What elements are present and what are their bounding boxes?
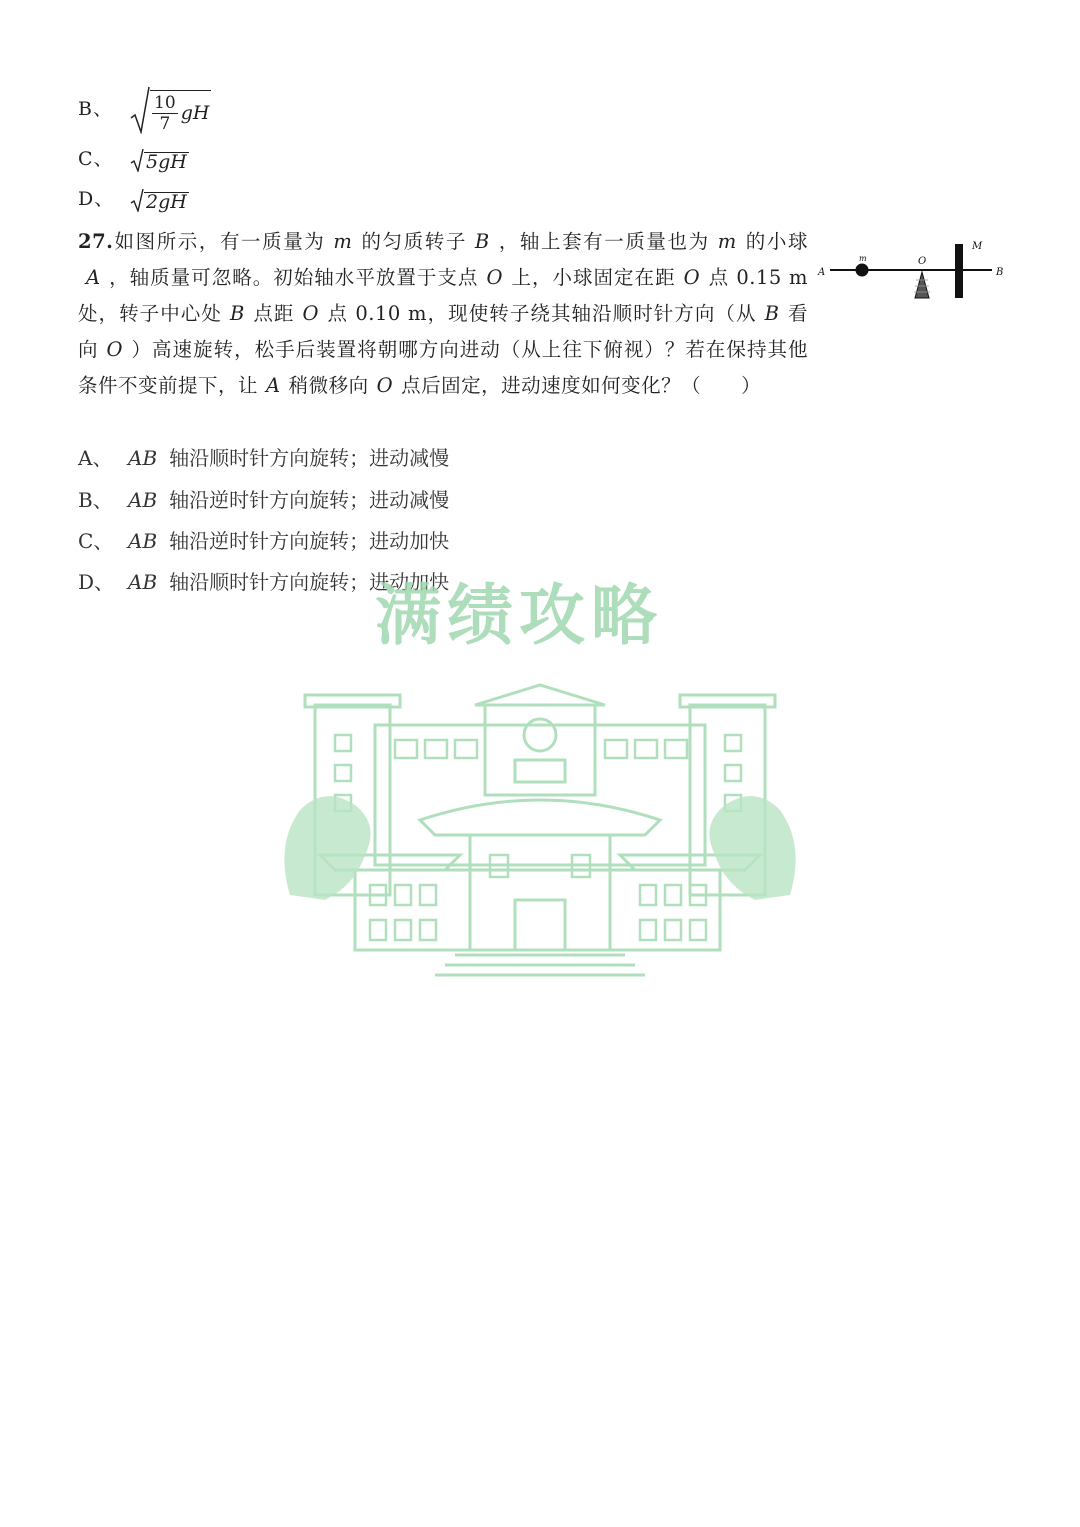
radical-sign [130, 188, 144, 212]
fraction [152, 93, 178, 134]
q-var: B [474, 230, 490, 253]
gyroscope-figure [812, 236, 1012, 306]
choice-label: B、 [78, 488, 113, 512]
q-seg: 点 0.15 m 处，转子中心处 [78, 266, 808, 325]
choice-text: 轴沿逆时针方向旋转；进动加快 [169, 529, 450, 553]
option-c-prev [78, 148, 189, 172]
choice-var: AB [128, 446, 158, 470]
choice-c[interactable] [78, 531, 449, 551]
choice-var: AB [128, 570, 158, 594]
q-seg: 如图所示，有一质量为 [113, 230, 326, 253]
q-seg: 点距 [252, 302, 295, 325]
q-var: B [229, 302, 245, 325]
option-label: D、 [78, 188, 115, 210]
q-var: O [683, 266, 701, 289]
question-number: 27. [78, 230, 114, 253]
radicand-tail: gH [180, 102, 210, 124]
q-var: A [86, 266, 101, 289]
q-var: m [333, 230, 353, 253]
figure-label-m: m [859, 254, 867, 263]
ball-a [856, 264, 869, 277]
q-seg: ，轴上套有一质量也为 [497, 230, 710, 253]
choice-label: D、 [78, 570, 115, 594]
fraction-numerator: 10 [154, 93, 176, 113]
choice-var: AB [128, 488, 158, 512]
q-seg: 的小球 [744, 230, 808, 253]
radical-sign [130, 86, 150, 134]
choice-b[interactable] [78, 490, 449, 510]
pivot-support [915, 272, 929, 298]
q-var: O [106, 338, 124, 361]
watermark-text: 满绩攻略 [375, 577, 663, 654]
q-seg: 点后固定，进动速度如何变化？（ ） [401, 374, 762, 397]
q-seg: 点 0.10 m，现使转子绕其轴沿顺时针方向（从 [326, 302, 757, 325]
option-b-prev [78, 86, 211, 134]
choice-a[interactable] [78, 448, 449, 468]
q-seg: ，轴质量可忽略。初始轴水平放置于支点 [108, 266, 479, 289]
choice-var: AB [128, 529, 158, 553]
figure-label-o: O [918, 256, 927, 267]
question-27 [78, 224, 808, 404]
choice-label: A、 [78, 446, 113, 470]
q-seg: 的匀质转子 [360, 230, 467, 253]
q-var: B [764, 302, 780, 325]
figure-label-b: B [996, 267, 1004, 278]
q-var: A [266, 374, 281, 397]
choice-label: C、 [78, 529, 114, 553]
option-label: B、 [78, 98, 113, 120]
sqrt-expression [130, 188, 189, 212]
rotor-disk [955, 244, 963, 298]
q-var: O [302, 302, 319, 325]
q-var: m [717, 230, 737, 253]
choice-text: 轴沿顺时针方向旋转；进动减慢 [169, 446, 450, 470]
radicand: 2gH [146, 191, 187, 213]
figure-label-a: A [818, 267, 826, 278]
radical-sign [130, 148, 144, 172]
q-var: O [486, 266, 503, 289]
fraction-denominator: 7 [159, 114, 171, 134]
choice-text: 轴沿顺时针方向旋转；进动加快 [169, 570, 450, 594]
choice-text: 轴沿逆时针方向旋转；进动减慢 [169, 488, 450, 512]
sqrt-expression [130, 86, 211, 134]
figure-label-M: M [972, 241, 983, 252]
sqrt-expression [130, 148, 189, 172]
radicand: 5gH [146, 151, 187, 173]
q-seg: 上，小球固定在距 [510, 266, 676, 289]
q-seg: ）高速旋转，松手后装置将朝哪方向进动（从上往下俯视）？若在保持其他条件不变前提下，让 [78, 338, 808, 397]
q-seg: 看向 [78, 302, 808, 361]
option-label: C、 [78, 148, 114, 170]
q-seg: 稍微移向 [288, 374, 369, 397]
option-d-prev [78, 188, 189, 212]
q-var: O [376, 374, 394, 397]
